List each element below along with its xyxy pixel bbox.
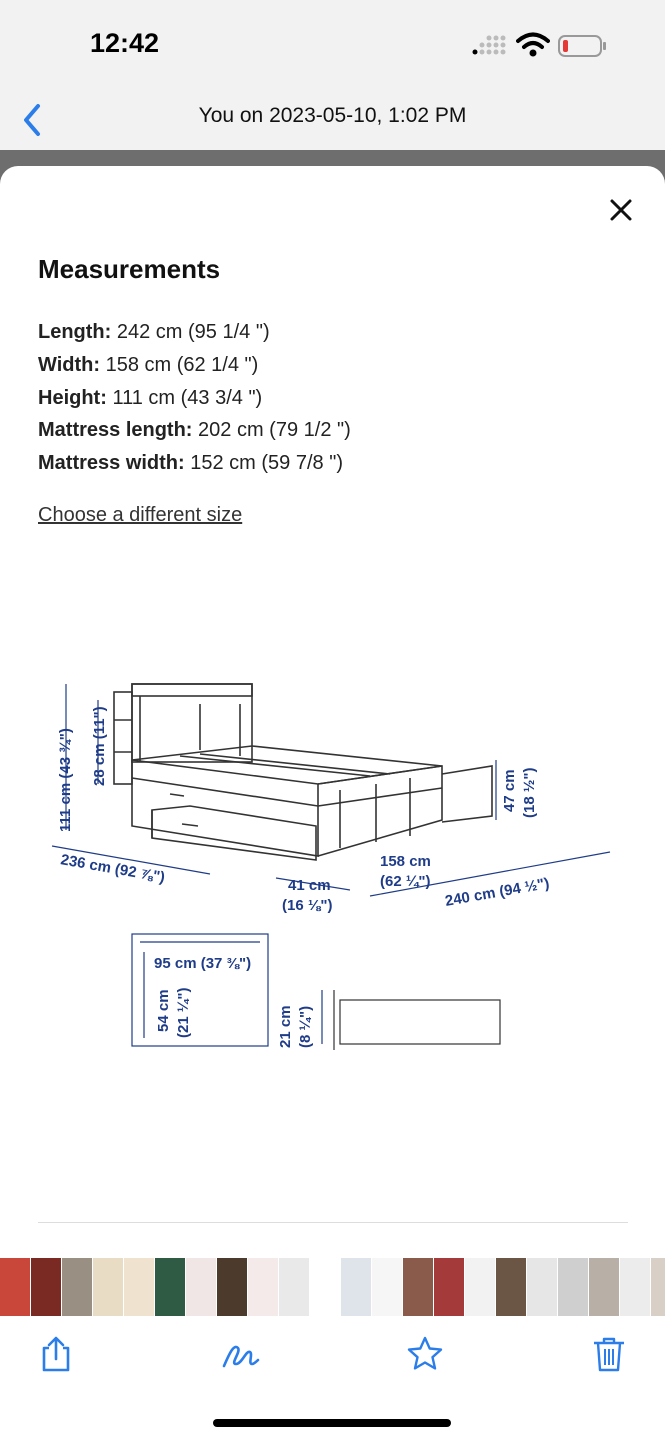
label-headboard-shelf: 28 cm (11"): [91, 706, 108, 786]
thumbnail[interactable]: [434, 1258, 464, 1316]
label-drawer-pull: 41 cm: [288, 877, 331, 894]
thumbnail[interactable]: [403, 1258, 433, 1316]
markup-icon[interactable]: [220, 1334, 260, 1374]
thumbnail[interactable]: [651, 1258, 665, 1316]
thumbnail[interactable]: [0, 1258, 30, 1316]
trash-icon[interactable]: [589, 1334, 629, 1374]
label-width: 158 cm: [380, 853, 431, 870]
label-bed-height-in: (18 ½"): [521, 767, 538, 818]
spec-mattress-length: Mattress length: 202 cm (79 1/2 "): [38, 419, 351, 442]
status-bar: [0, 0, 665, 90]
specs-list: [38, 316, 351, 480]
cellular-signal-icon: [472, 34, 506, 56]
thumbnail[interactable]: [589, 1258, 619, 1316]
spec-height: Height: 111 cm (43 3/4 "): [38, 386, 263, 409]
thumbnail[interactable]: [186, 1258, 216, 1316]
label-length-side: 236 cm (92 ⅞"): [59, 851, 167, 887]
sheet-heading: Measurements: [38, 254, 221, 284]
bed-dimension-diagram: [40, 660, 630, 1060]
divider: [38, 1222, 628, 1223]
thumbnail[interactable]: [527, 1258, 557, 1316]
spec-mattress-width: Mattress width: 152 cm (59 7/8 "): [38, 452, 343, 475]
thumbnail[interactable]: [248, 1258, 278, 1316]
share-icon[interactable]: [36, 1334, 76, 1374]
thumbnail[interactable]: [341, 1258, 371, 1316]
favorite-icon[interactable]: [405, 1334, 445, 1374]
label-drawer-depth: 54 cm: [155, 989, 172, 1032]
thumbnail[interactable]: [279, 1258, 309, 1316]
label-drawer-pull-in: (16 ⅛"): [282, 897, 333, 914]
label-length: 240 cm (94 ½"): [443, 874, 551, 910]
label-drawer-height: 21 cm: [277, 1005, 294, 1048]
close-icon[interactable]: [608, 197, 634, 223]
spec-width: Width: 158 cm (62 1/4 "): [38, 353, 259, 376]
thumbnail[interactable]: [465, 1258, 495, 1316]
thumbnail[interactable]: [62, 1258, 92, 1316]
choose-size-link[interactable]: Choose a different size: [38, 504, 243, 526]
status-time: 12:42: [90, 28, 160, 58]
thumbnail-strip[interactable]: [0, 1258, 665, 1316]
thumbnail[interactable]: [155, 1258, 185, 1316]
thumbnail[interactable]: [372, 1258, 402, 1316]
nav-title: You on 2023-05-10, 1:02 PM: [198, 104, 467, 127]
label-bed-height: 47 cm: [501, 769, 518, 812]
spec-length: Length: 242 cm (95 1/4 "): [38, 321, 270, 343]
label-drawer-depth-in: (21 ¼"): [175, 987, 192, 1038]
thumbnail[interactable]: [93, 1258, 123, 1316]
thumbnail[interactable]: [620, 1258, 650, 1316]
label-drawer-height-in: (8 ¼"): [297, 1005, 314, 1048]
nav-bar: [0, 90, 665, 150]
thumbnail[interactable]: [31, 1258, 61, 1316]
battery-low-icon: [558, 34, 608, 58]
thumbnail[interactable]: [558, 1258, 588, 1316]
thumbnail[interactable]: [310, 1258, 340, 1316]
thumbnail[interactable]: [217, 1258, 247, 1316]
thumbnail[interactable]: [496, 1258, 526, 1316]
label-drawer-width: 95 cm (37 ⅜"): [154, 955, 252, 972]
label-height-total: 111 cm (43 ¾"): [57, 728, 74, 832]
wifi-icon: [516, 32, 550, 58]
home-indicator: [213, 1419, 451, 1427]
label-width-in: (62 ¼"): [380, 873, 431, 890]
thumbnail[interactable]: [124, 1258, 154, 1316]
